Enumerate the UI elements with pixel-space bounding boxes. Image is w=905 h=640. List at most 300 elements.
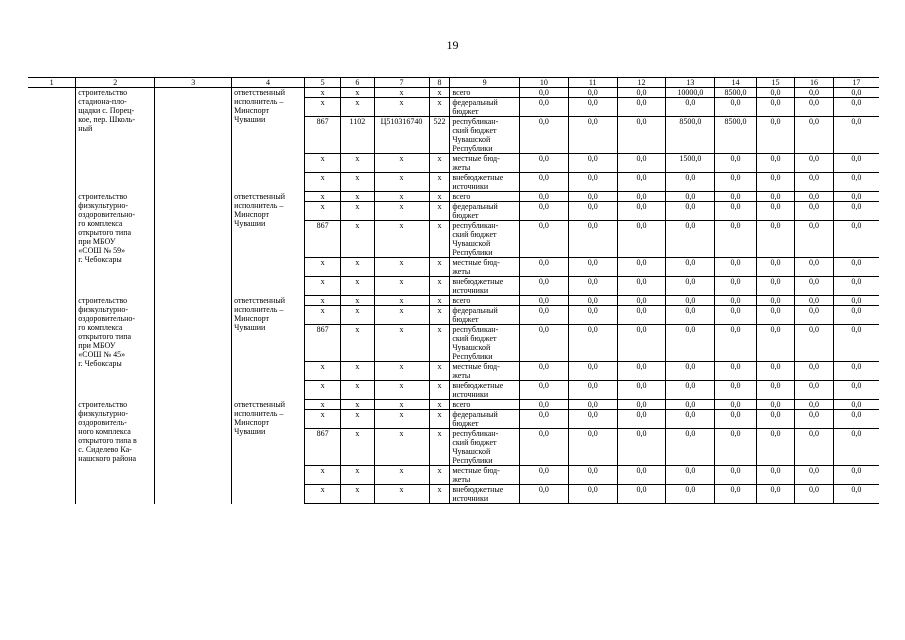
value-cell <box>795 400 833 410</box>
value-cell-text: 0,0 <box>587 258 598 267</box>
value-cell-text: 0,0 <box>808 117 819 126</box>
grbs-cell <box>304 154 340 173</box>
target-article-cell <box>374 154 429 173</box>
value-cell-text: 0,0 <box>685 410 696 419</box>
funding-source-cell <box>450 381 520 400</box>
grbs-cell-text: 867 <box>316 429 329 438</box>
funding-source-cell-text: федеральный бюджет <box>452 306 498 324</box>
value-cell-text: 0,0 <box>730 192 741 201</box>
target-article-cell-text: x <box>399 258 404 267</box>
value-cell <box>833 221 879 258</box>
value-cell <box>795 98 833 117</box>
target-article-cell-text: x <box>399 381 404 390</box>
value-cell-text: 0,0 <box>538 296 549 305</box>
value-cell-text: 0,0 <box>770 117 781 126</box>
value-cell-text: 8500,0 <box>679 117 702 126</box>
section-cell-text: x <box>355 381 360 390</box>
value-cell-text: 0,0 <box>587 117 598 126</box>
funding-source-cell <box>450 485 520 504</box>
value-cell <box>715 485 757 504</box>
value-cell-text: 0,0 <box>538 202 549 211</box>
funding-source-cell-text: республикан- ский бюджет Чувашской Республики <box>452 221 499 257</box>
value-cell <box>519 98 568 117</box>
value-cell <box>617 306 666 325</box>
expense-type-cell-text: x <box>437 325 442 334</box>
value-cell-text: 0,0 <box>587 410 598 419</box>
value-cell-text: 0,0 <box>770 88 781 97</box>
value-cell-text: 0,0 <box>808 410 819 419</box>
target-article-cell <box>374 485 429 504</box>
expense-type-cell <box>429 88 450 98</box>
value-cell <box>715 154 757 173</box>
target-article-cell-text: x <box>399 192 404 201</box>
value-cell <box>715 98 757 117</box>
expense-type-cell <box>429 485 450 504</box>
value-cell <box>833 296 879 306</box>
value-cell <box>715 362 757 381</box>
empty-cell <box>155 296 232 400</box>
value-cell-text: 0,0 <box>851 400 862 409</box>
grbs-cell-text: x <box>320 277 325 286</box>
value-cell-text: 0,0 <box>730 306 741 315</box>
header-row <box>28 78 879 88</box>
row-number-cell <box>28 88 76 192</box>
value-cell <box>833 410 879 429</box>
target-article-cell <box>374 277 429 296</box>
value-cell-text: 0,0 <box>770 192 781 201</box>
section-cell <box>341 381 374 400</box>
expense-type-cell <box>429 117 450 154</box>
expense-type-cell <box>429 400 450 410</box>
value-cell-text: 0,0 <box>685 325 696 334</box>
value-cell-text: 0,0 <box>851 192 862 201</box>
section-cell-text: x <box>355 466 360 475</box>
section-cell <box>341 192 374 202</box>
value-cell <box>715 429 757 466</box>
grbs-cell-text: x <box>320 98 325 107</box>
value-cell <box>756 117 794 154</box>
target-article-cell-text: x <box>399 410 404 419</box>
section-cell <box>341 117 374 154</box>
value-cell-text: 0,0 <box>587 154 598 163</box>
value-cell-text: 0,0 <box>808 202 819 211</box>
grbs-cell <box>304 277 340 296</box>
value-cell <box>617 192 666 202</box>
value-cell-text: 0,0 <box>538 154 549 163</box>
value-cell <box>666 466 715 485</box>
expense-type-cell-text: x <box>437 192 442 201</box>
event-name-cell-text: строительство стадиона-пло- щадки с. Порец- кое, пер. Школь- ный <box>78 88 136 133</box>
value-cell <box>795 117 833 154</box>
target-article-cell-text: x <box>399 485 404 494</box>
funding-source-cell-text: внебюджетные источники <box>452 277 504 295</box>
value-cell <box>519 429 568 466</box>
value-cell <box>519 485 568 504</box>
expense-type-cell-text: x <box>437 173 442 182</box>
value-cell-text: 0,0 <box>730 410 741 419</box>
header-cell: 15 <box>756 78 794 88</box>
section-cell-text: x <box>355 258 360 267</box>
grbs-cell-text: x <box>320 485 325 494</box>
executor-cell <box>232 192 305 296</box>
value-cell-text: 0,0 <box>636 362 647 371</box>
target-article-cell <box>374 202 429 221</box>
funding-source-cell-text: местные бюд- жеты <box>452 154 500 172</box>
value-cell-text: 0,0 <box>685 173 696 182</box>
value-cell-text: 0,0 <box>770 202 781 211</box>
value-cell <box>666 117 715 154</box>
value-cell <box>568 117 617 154</box>
value-cell-text: 0,0 <box>636 296 647 305</box>
value-cell <box>617 202 666 221</box>
value-cell-text: 0,0 <box>808 325 819 334</box>
section-cell-text: x <box>355 362 360 371</box>
value-cell <box>715 381 757 400</box>
value-cell <box>666 98 715 117</box>
section-cell <box>341 429 374 466</box>
expense-type-cell <box>429 98 450 117</box>
section-cell-text: x <box>355 88 360 97</box>
funding-source-cell <box>450 154 520 173</box>
value-cell-text: 0,0 <box>538 381 549 390</box>
value-cell-text: 0,0 <box>851 154 862 163</box>
grbs-cell-text: x <box>320 306 325 315</box>
funding-source-cell-text: внебюджетные источники <box>452 485 504 503</box>
value-cell-text: 0,0 <box>730 202 741 211</box>
header-cell: 6 <box>341 78 374 88</box>
value-cell <box>568 154 617 173</box>
target-article-cell <box>374 98 429 117</box>
grbs-cell-text: x <box>320 154 325 163</box>
executor-cell-text: ответственный исполнитель – Минспорт Чувашии <box>234 191 285 228</box>
value-cell <box>519 466 568 485</box>
value-cell-text: 0,0 <box>587 296 598 305</box>
funding-source-cell <box>450 296 520 306</box>
value-cell <box>617 117 666 154</box>
value-cell <box>715 306 757 325</box>
funding-source-cell <box>450 429 520 466</box>
value-cell <box>756 98 794 117</box>
value-cell-text: 0,0 <box>685 258 696 267</box>
expense-type-cell <box>429 154 450 173</box>
row-number-cell <box>28 296 76 400</box>
event-name-cell <box>76 400 155 504</box>
value-cell <box>795 258 833 277</box>
value-cell-text: 0,0 <box>538 98 549 107</box>
value-cell <box>756 88 794 98</box>
grbs-cell-text: x <box>320 88 325 97</box>
value-cell <box>795 221 833 258</box>
funding-source-cell <box>450 98 520 117</box>
value-cell-text: 0,0 <box>730 381 741 390</box>
value-cell <box>756 362 794 381</box>
empty-cell <box>155 192 232 296</box>
value-cell-text: 0,0 <box>851 362 862 371</box>
value-cell-text: 8500,0 <box>724 117 747 126</box>
value-cell-text: 0,0 <box>730 173 741 182</box>
value-cell <box>617 277 666 296</box>
funding-source-cell <box>450 221 520 258</box>
section-cell-text: x <box>355 485 360 494</box>
event-name-cell <box>76 296 155 400</box>
header-cell: 14 <box>715 78 757 88</box>
value-cell <box>795 277 833 296</box>
value-cell-text: 0,0 <box>538 410 549 419</box>
value-cell-text: 0,0 <box>636 192 647 201</box>
value-cell <box>617 466 666 485</box>
value-cell-text: 0,0 <box>636 154 647 163</box>
section-cell-text: x <box>355 192 360 201</box>
funding-source-cell-text: внебюджетные источники <box>452 173 504 191</box>
row-number-cell <box>28 400 76 504</box>
value-cell <box>666 296 715 306</box>
value-cell-text: 0,0 <box>685 362 696 371</box>
value-cell-text: 0,0 <box>730 429 741 438</box>
value-cell <box>756 429 794 466</box>
value-cell <box>756 306 794 325</box>
value-cell-text: 0,0 <box>685 381 696 390</box>
value-cell-text: 0,0 <box>770 429 781 438</box>
section-cell-text: x <box>355 98 360 107</box>
target-article-cell-text: x <box>399 221 404 230</box>
value-cell-text: 0,0 <box>538 362 549 371</box>
expense-type-cell-text: x <box>437 400 442 409</box>
grbs-cell <box>304 381 340 400</box>
target-article-cell <box>374 306 429 325</box>
value-cell-text: 0,0 <box>636 202 647 211</box>
value-cell <box>833 429 879 466</box>
value-cell-text: 0,0 <box>587 381 598 390</box>
value-cell <box>519 192 568 202</box>
value-cell-text: 0,0 <box>685 296 696 305</box>
target-article-cell <box>374 362 429 381</box>
value-cell-text: 0,0 <box>851 325 862 334</box>
value-cell <box>519 410 568 429</box>
value-cell <box>519 88 568 98</box>
header-cell: 10 <box>519 78 568 88</box>
grbs-cell <box>304 400 340 410</box>
expense-type-cell <box>429 296 450 306</box>
section-cell <box>341 221 374 258</box>
expense-type-cell-text: x <box>437 296 442 305</box>
grbs-cell-text: 867 <box>316 325 329 334</box>
value-cell-text: 0,0 <box>538 466 549 475</box>
value-cell <box>568 202 617 221</box>
funding-source-cell-text: республикан- ский бюджет Чувашской Республики <box>452 429 499 465</box>
value-cell-text: 0,0 <box>685 485 696 494</box>
section-cell <box>341 296 374 306</box>
value-cell-text: 0,0 <box>851 117 862 126</box>
value-cell <box>795 325 833 362</box>
expense-type-cell-text: x <box>437 429 442 438</box>
value-cell-text: 0,0 <box>587 202 598 211</box>
expense-type-cell-text: x <box>437 277 442 286</box>
funding-source-cell <box>450 410 520 429</box>
expense-type-cell-text: x <box>437 410 442 419</box>
value-cell <box>519 258 568 277</box>
value-cell <box>617 88 666 98</box>
grbs-cell <box>304 429 340 466</box>
grbs-cell <box>304 98 340 117</box>
value-cell-text: 0,0 <box>808 154 819 163</box>
section-cell-text: x <box>355 296 360 305</box>
value-cell <box>666 306 715 325</box>
value-cell-text: 0,0 <box>808 485 819 494</box>
value-cell-text: 0,0 <box>851 466 862 475</box>
header-cell: 8 <box>429 78 450 88</box>
value-cell <box>795 296 833 306</box>
grbs-cell-text: x <box>320 400 325 409</box>
value-cell-text: 0,0 <box>587 88 598 97</box>
value-cell <box>617 485 666 504</box>
value-cell <box>756 381 794 400</box>
grbs-cell-text: x <box>320 410 325 419</box>
header-cell: 9 <box>450 78 520 88</box>
expense-type-cell-text: x <box>437 98 442 107</box>
value-cell-text: 0,0 <box>636 117 647 126</box>
section-cell-text: x <box>355 306 360 315</box>
section-cell-text: x <box>355 154 360 163</box>
grbs-cell <box>304 306 340 325</box>
section-cell-text: x <box>355 429 360 438</box>
expense-type-cell-text: x <box>437 466 442 475</box>
value-cell-text: 0,0 <box>636 466 647 475</box>
value-cell-text: 0,0 <box>808 296 819 305</box>
value-cell-text: 0,0 <box>538 221 549 230</box>
executor-cell-text: ответственный исполнитель – Минспорт Чувашии <box>234 88 285 124</box>
value-cell-text: 10000,0 <box>677 88 704 97</box>
value-cell-text: 0,0 <box>636 429 647 438</box>
header-cell: 12 <box>617 78 666 88</box>
value-cell <box>568 381 617 400</box>
section-cell-text: x <box>355 400 360 409</box>
value-cell <box>666 381 715 400</box>
value-cell-text: 0,0 <box>685 221 696 230</box>
target-article-cell-text: x <box>399 400 404 409</box>
value-cell-text: 0,0 <box>730 98 741 107</box>
value-cell <box>568 466 617 485</box>
section-cell <box>341 325 374 362</box>
funding-source-cell-text: внебюджетные источники <box>452 381 504 399</box>
value-cell-text: 0,0 <box>636 325 647 334</box>
value-cell <box>568 410 617 429</box>
value-cell <box>568 429 617 466</box>
value-cell-text: 0,0 <box>730 296 741 305</box>
value-cell <box>519 306 568 325</box>
page-number: 19 <box>446 38 459 52</box>
value-cell <box>795 192 833 202</box>
value-cell <box>833 362 879 381</box>
header-cell: 3 <box>155 78 232 88</box>
section-cell-text: x <box>355 173 360 182</box>
value-cell <box>568 221 617 258</box>
value-cell-text: 0,0 <box>770 400 781 409</box>
value-cell-text: 0,0 <box>587 466 598 475</box>
target-article-cell-text: x <box>399 173 404 182</box>
funding-source-cell <box>450 258 520 277</box>
header-cell: 13 <box>666 78 715 88</box>
section-cell <box>341 306 374 325</box>
value-cell <box>795 154 833 173</box>
header-cell: 1 <box>28 78 76 88</box>
value-cell-text: 0,0 <box>538 325 549 334</box>
target-article-cell-text: x <box>399 88 404 97</box>
value-cell <box>666 173 715 192</box>
funding-source-cell <box>450 192 520 202</box>
value-cell-text: 0,0 <box>770 258 781 267</box>
section-cell <box>341 485 374 504</box>
funding-source-cell-text: местные бюд- жеты <box>452 258 500 276</box>
value-cell-text: 0,0 <box>770 381 781 390</box>
header-cell: 7 <box>374 78 429 88</box>
expense-type-cell <box>429 277 450 296</box>
value-cell <box>756 258 794 277</box>
value-cell <box>617 98 666 117</box>
grbs-cell <box>304 173 340 192</box>
value-cell <box>568 400 617 410</box>
executor-cell <box>232 400 305 504</box>
grbs-cell-text: x <box>320 466 325 475</box>
value-cell <box>756 325 794 362</box>
grbs-cell-text: x <box>320 381 325 390</box>
value-cell-text: 1500,0 <box>679 154 702 163</box>
value-cell-text: 0,0 <box>636 306 647 315</box>
value-cell <box>519 202 568 221</box>
funding-source-cell <box>450 400 520 410</box>
value-cell <box>617 410 666 429</box>
value-cell-text: 0,0 <box>851 202 862 211</box>
funding-source-cell <box>450 202 520 221</box>
value-cell-text: 0,0 <box>636 221 647 230</box>
header-cell: 11 <box>568 78 617 88</box>
value-cell <box>666 88 715 98</box>
value-cell-text: 0,0 <box>851 173 862 182</box>
expense-type-cell <box>429 381 450 400</box>
event-name-cell <box>76 192 155 296</box>
value-cell <box>833 306 879 325</box>
value-cell-text: 0,0 <box>770 325 781 334</box>
section-cell-text: x <box>355 325 360 334</box>
expense-type-cell <box>429 221 450 258</box>
value-cell-text: 0,0 <box>851 485 862 494</box>
grbs-cell <box>304 117 340 154</box>
empty-cell <box>155 400 232 504</box>
value-cell <box>519 221 568 258</box>
target-article-cell-text: x <box>399 306 404 315</box>
value-cell <box>617 381 666 400</box>
value-cell <box>617 154 666 173</box>
event-name-cell <box>76 88 155 192</box>
value-cell <box>833 400 879 410</box>
value-cell <box>519 400 568 410</box>
value-cell <box>568 362 617 381</box>
value-cell <box>756 173 794 192</box>
grbs-cell <box>304 325 340 362</box>
value-cell-text: 0,0 <box>851 277 862 286</box>
value-cell <box>833 192 879 202</box>
value-cell-text: 0,0 <box>730 362 741 371</box>
value-cell-text: 0,0 <box>851 410 862 419</box>
value-cell-text: 0,0 <box>587 192 598 201</box>
value-cell <box>715 277 757 296</box>
event-name-cell-text: строительство физкультурно- оздоровительно- го комплекса открытого типа при МБОУ «СОШ № 45» г. Чебоксары <box>78 295 136 368</box>
grbs-cell-text: 867 <box>316 117 329 126</box>
funding-source-cell <box>450 466 520 485</box>
grbs-cell <box>304 88 340 98</box>
funding-source-cell-text: республикан- ский бюджет Чувашской Республики <box>452 117 499 153</box>
header-cell: 16 <box>795 78 833 88</box>
section-cell-text: 1102 <box>349 117 366 126</box>
